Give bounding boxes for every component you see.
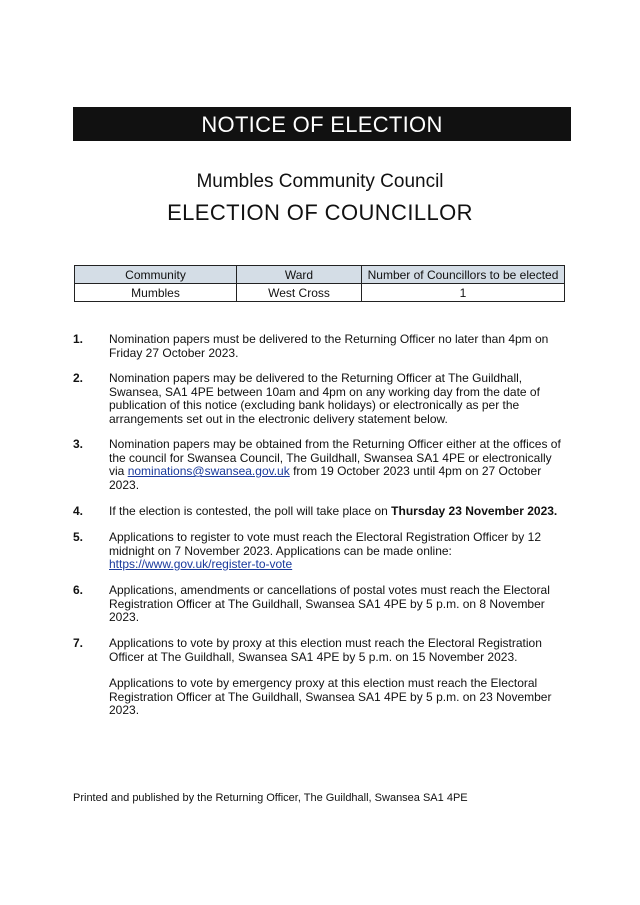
header-ward: Ward <box>237 266 362 284</box>
item-text-part: Applications to register to vote must reach the Electoral Registration Officer by 12 midnight on 7 November 2023. Applications can be made online: <box>109 530 541 558</box>
item-number: 2. <box>73 371 84 385</box>
item-text <box>109 505 561 519</box>
emergency-proxy-paragraph: Applications to vote by emergency proxy at this election must reach the Electoral Registration Officer at The Guildhall, Swansea SA1 4PE by 5 p.m. on 23 November 2023. <box>109 676 552 717</box>
item-text: Nomination papers may be delivered to the Returning Officer at The Guildhall, Swansea, SA1 4PE between 10am and 4pm on any working day from the date of publication of this notice (excluding bank holidays) or electronically as per the arrangements set out in the electronic delivery statement below. <box>109 371 540 426</box>
item-text-part: Nomination papers may be obtained from the Returning Officer either at the offices of the council for Swansea Council, The Guildhall, Swansea SA1 4PE or electronically via <box>109 437 561 478</box>
item-number: 7. <box>73 636 84 650</box>
item-text: Applications, amendments or cancellations of postal votes must reach the Electoral Registration Officer at The Guildhall, Swansea SA1 4PE by 5 p.m. on 8 November 2023. <box>109 583 550 624</box>
proxy-paragraph: Applications to vote by proxy at this election must reach the Electoral Registration Officer at The Guildhall, Swansea SA1 4PE by 5 p.m. on 15 November 2023. <box>109 636 542 664</box>
notice-banner: NOTICE OF ELECTION <box>73 107 571 141</box>
header-community: Community <box>75 266 237 284</box>
item-number: 1. <box>73 332 84 346</box>
item-number: 3. <box>73 437 84 451</box>
ward-table <box>74 265 565 302</box>
election-title: ELECTION OF COUNCILLOR <box>167 200 473 225</box>
cell-ward: West Cross <box>237 284 362 302</box>
item-text-part: If the election is contested, the poll will take place on <box>109 504 392 518</box>
cell-councillors: 1 <box>362 284 565 302</box>
header-councillors: Number of Councillors to be elected <box>362 266 565 284</box>
council-name: Mumbles Community Council <box>196 171 444 192</box>
imprint-footer: Printed and published by the Returning Officer, The Guildhall, Swansea SA1 4PE <box>73 792 468 804</box>
nominations-email-link[interactable]: nominations@swansea.gov.uk <box>127 464 290 478</box>
item-text <box>109 531 561 572</box>
item-text: Nomination papers must be delivered to the Returning Officer no later than 4pm on Friday 27 October 2023. <box>109 332 549 360</box>
item-text <box>109 637 561 718</box>
register-to-vote-link[interactable]: https://www.gov.uk/register-to-vote <box>109 557 293 571</box>
ward-table-header <box>75 266 565 284</box>
table-row <box>75 284 565 302</box>
item-number: 4. <box>73 504 84 518</box>
item-text <box>109 438 561 492</box>
item-text-part: from 19 October 2023 until 4pm on 27 October 2023. <box>109 464 542 492</box>
item-number: 5. <box>73 530 84 544</box>
cell-community: Mumbles <box>75 284 237 302</box>
item-number: 6. <box>73 583 84 597</box>
poll-date: Thursday 23 November 2023. <box>391 504 558 518</box>
